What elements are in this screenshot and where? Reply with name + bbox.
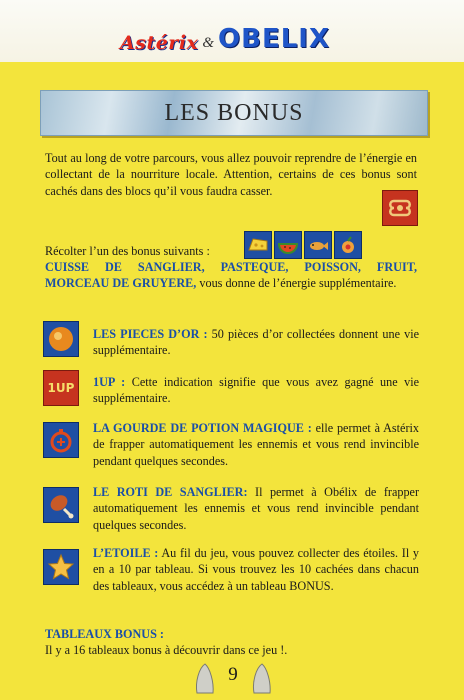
bonus-label: LE ROTI DE SANGLIER: bbox=[93, 485, 248, 499]
page-number: 9 bbox=[228, 664, 238, 685]
1up-icon bbox=[43, 370, 79, 406]
food-prefix: Récolter l’un des bonus suivants : bbox=[45, 244, 210, 258]
breakable-block-icon bbox=[382, 190, 418, 226]
food-list: CUISSE DE SANGLIER, PASTEQUE, POISSON, FRUIT, MORCEAU DE GRUYERE, bbox=[45, 260, 417, 291]
bonus-text: Il permet à Obélix de frapper automatiquement les ennemis et vous rend invincible pendant quelques secondes. bbox=[93, 485, 420, 532]
bonus-label: L’ETOILE : bbox=[93, 546, 159, 560]
boar-roast-icon bbox=[43, 487, 79, 523]
bonus-1up bbox=[93, 374, 419, 407]
gruyere-icon bbox=[244, 231, 272, 259]
bonus-potion bbox=[93, 420, 419, 469]
food-description bbox=[45, 259, 417, 292]
intro-paragraph: Tout au long de votre parcours, vous allez pouvoir reprendre de l’énergie en collectant de la nourriture locale. Attention, certains de ces bonus sont cachés dans des blocs qu’il vous faudra casser. bbox=[45, 151, 417, 198]
bonus-text: Cette indication signifie que vous avez gagné une vie supplémentaire. bbox=[93, 375, 420, 406]
bonus-text: Au fil du jeu, vous pouvez collecter des étoiles. Il y en a 10 par tableau. Si vous trouvez les 10 cachées dans chacun des tableaux, vous accédez à un tableau BONUS. bbox=[93, 546, 419, 593]
bonus-star bbox=[93, 545, 419, 594]
potion-gourd-icon bbox=[43, 422, 79, 458]
watermelon-icon bbox=[274, 231, 302, 259]
fish-icon bbox=[304, 231, 332, 259]
logo-asterix-text: Astérix bbox=[120, 32, 199, 54]
menhir-left-icon bbox=[193, 662, 217, 694]
bonus-boar-roast bbox=[93, 484, 419, 533]
page-title: LES BONUS bbox=[40, 90, 428, 136]
1up-icon-text: 1UP bbox=[47, 381, 75, 395]
game-logo bbox=[120, 20, 330, 54]
bonus-text: elle permet à Astérix de frapper automatiquement les ennemis et vous rend invincible pendant quelques secondes. bbox=[93, 421, 420, 468]
food-suffix: vous donne de l’énergie supplémentaire. bbox=[199, 276, 397, 291]
bonus-gold-coins bbox=[93, 326, 419, 359]
logo-ampersand: & bbox=[202, 35, 215, 51]
bonus-text: 50 pièces d’or collectées donnent une vie supplémentaire. bbox=[93, 327, 419, 358]
bonus-levels-text: Il y a 16 tableaux bonus à découvrir dans ce jeu !. bbox=[45, 643, 288, 657]
bonus-label: 1UP : bbox=[93, 375, 126, 389]
gold-coin-icon bbox=[43, 321, 79, 357]
logo-obelix-text: OBELIX bbox=[218, 24, 330, 54]
menhir-right-icon bbox=[250, 662, 274, 694]
bonus-levels-heading: TABLEAUX BONUS : bbox=[45, 627, 164, 641]
bonus-label: LA GOURDE DE POTION MAGIQUE : bbox=[93, 421, 312, 435]
bonus-label: LES PIECES D’OR : bbox=[93, 327, 208, 341]
star-icon bbox=[43, 549, 79, 585]
fruit-icon bbox=[334, 231, 362, 259]
